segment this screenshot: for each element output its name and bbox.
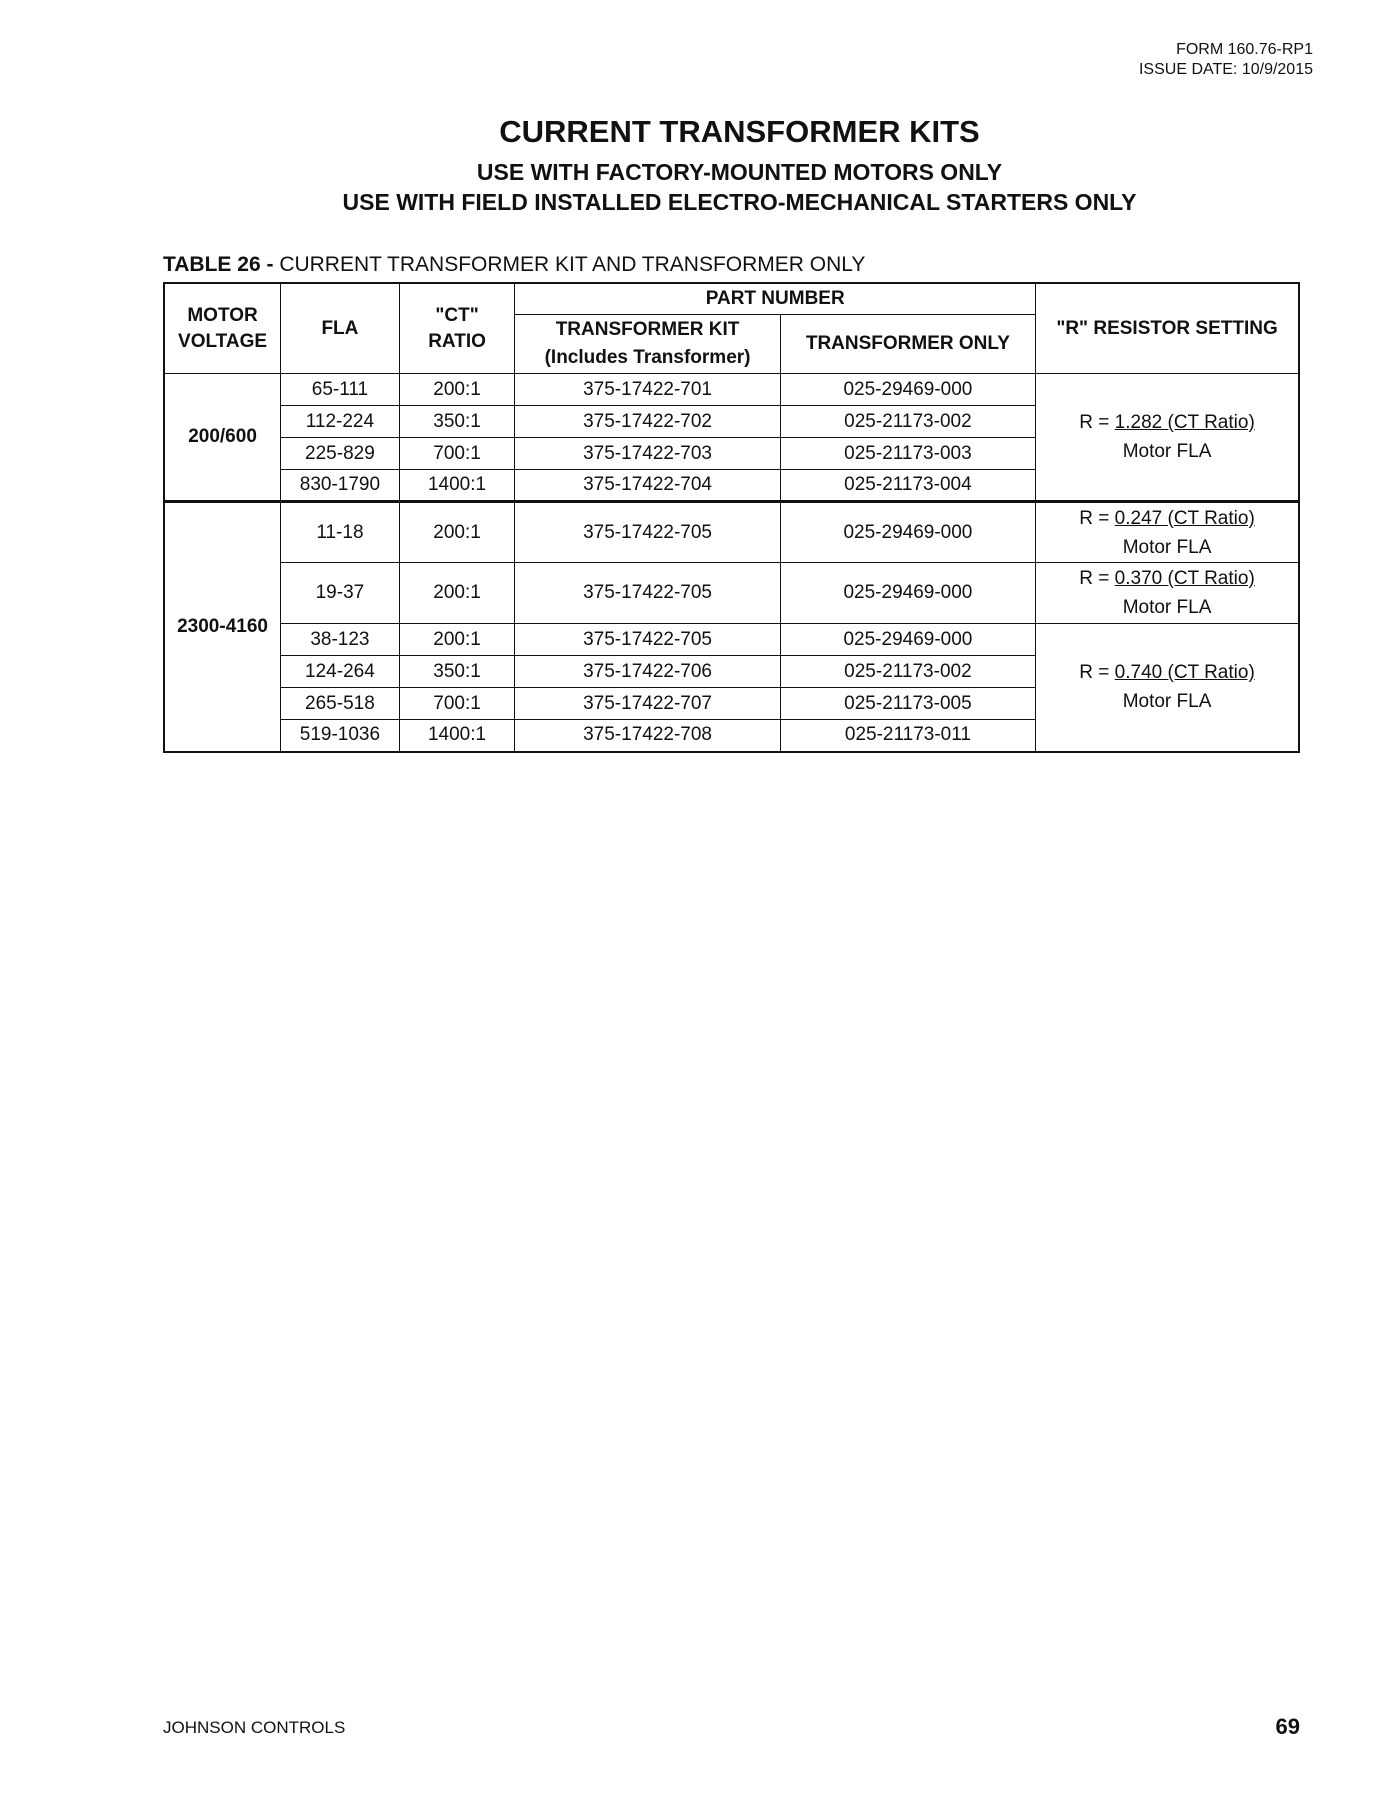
header-kit-label: TRANSFORMER KIT [555,319,740,340]
ratio-cell: 1400:1 [399,720,515,752]
page-title: CURRENT TRANSFORMER KITS [499,114,980,149]
resistor-numerator: 0.740 (CT Ratio) [1114,662,1255,684]
header-motor: MOTOR [187,304,258,326]
table-row [164,624,1299,656]
resistor-denominator: Motor FLA [1122,536,1212,558]
fla-cell: 225-829 [281,438,400,470]
resistor-numerator: 0.247 (CT Ratio) [1114,507,1255,529]
voltage-cell: 2300-4160 [164,502,281,752]
fla-cell: 11-18 [281,502,400,563]
current-transformer-table [163,282,1300,753]
resistor-setting-cell [1036,374,1299,502]
footer-company: JOHNSON CONTROLS [163,1718,346,1737]
issue-date: ISSUE DATE: 10/9/2015 [1138,61,1313,78]
kit-cell: 375-17422-705 [515,502,780,563]
only-cell: 025-29469-000 [780,624,1035,656]
page-subtitle-1: USE WITH FACTORY-MOUNTED MOTORS ONLY [476,159,1003,185]
fla-cell: 19-37 [281,563,400,624]
ratio-cell: 200:1 [399,624,515,656]
header-part-number: PART NUMBER [515,283,1036,315]
page-number: 69 [1275,1714,1300,1739]
kit-cell: 375-17422-707 [515,688,780,720]
kit-cell: 375-17422-706 [515,656,780,688]
only-cell: 025-21173-011 [780,720,1035,752]
header-fla: FLA [281,283,400,374]
ratio-cell: 200:1 [399,374,515,406]
ratio-cell: 700:1 [399,688,515,720]
resistor-prefix: R = [1079,662,1115,684]
table-caption-text: CURRENT TRANSFORMER KIT AND TRANSFORMER ONLY [279,253,866,276]
fla-cell: 265-518 [281,688,400,720]
header-motor-voltage [164,283,281,374]
kit-cell: 375-17422-705 [515,563,780,624]
ratio-cell: 350:1 [399,406,515,438]
resistor-formula [1040,504,1294,533]
page-subtitle-2: USE WITH FIELD INSTALLED ELECTRO-MECHANICAL STARTERS ONLY [342,189,1137,215]
header-ratio: RATIO [428,330,486,352]
kit-cell: 375-17422-708 [515,720,780,752]
only-cell: 025-21173-002 [780,406,1035,438]
resistor-prefix: R = [1079,412,1115,433]
header-ct: "CT" [435,304,479,326]
resistor-setting-cell [1036,502,1299,563]
header-ct-ratio [399,283,515,374]
kit-cell: 375-17422-702 [515,406,780,438]
resistor-denominator: Motor FLA [1122,691,1212,713]
table-row [164,374,1299,406]
header-resistor-setting: "R" RESISTOR SETTING [1036,283,1299,374]
only-cell: 025-21173-005 [780,688,1035,720]
only-cell: 025-29469-000 [780,502,1035,563]
only-cell: 025-21173-002 [780,656,1035,688]
voltage-cell: 200/600 [164,374,281,502]
fla-cell: 112-224 [281,406,400,438]
document-header [1139,40,1313,80]
ratio-cell: 700:1 [399,438,515,470]
ratio-cell: 200:1 [399,563,515,624]
form-number: FORM 160.76-RP1 [1176,41,1313,58]
kit-cell: 375-17422-705 [515,624,780,656]
header-transformer-only: TRANSFORMER ONLY [780,315,1035,374]
kit-cell: 375-17422-703 [515,438,780,470]
fla-cell: 830-1790 [281,470,400,502]
header-transformer-kit [515,315,780,374]
table-row [164,563,1299,624]
resistor-formula [1040,658,1294,687]
ratio-cell: 200:1 [399,502,515,563]
ratio-cell: 1400:1 [399,470,515,502]
resistor-formula [1040,564,1294,593]
header-voltage: VOLTAGE [178,330,268,352]
only-cell: 025-29469-000 [780,563,1035,624]
fla-cell: 124-264 [281,656,400,688]
only-cell: 025-29469-000 [780,374,1035,406]
fla-cell: 519-1036 [281,720,400,752]
resistor-prefix: R = [1079,568,1115,589]
resistor-formula [1040,408,1294,437]
resistor-setting-cell [1036,563,1299,624]
resistor-numerator: 1.282 (CT Ratio) [1114,412,1255,433]
fla-cell: 65-111 [281,374,400,406]
table-caption-label: TABLE 26 - [163,253,274,276]
resistor-setting-cell [1036,624,1299,752]
resistor-denominator: Motor FLA [1122,597,1212,618]
resistor-prefix: R = [1079,507,1115,529]
table-caption [163,252,865,278]
header-kit-note: (Includes Transformer) [544,347,751,368]
fla-cell: 38-123 [281,624,400,656]
only-cell: 025-21173-004 [780,470,1035,502]
kit-cell: 375-17422-701 [515,374,780,406]
kit-cell: 375-17422-704 [515,470,780,502]
table-row [164,502,1299,563]
resistor-numerator: 0.370 (CT Ratio) [1114,568,1255,589]
ratio-cell: 350:1 [399,656,515,688]
only-cell: 025-21173-003 [780,438,1035,470]
resistor-denominator: Motor FLA [1122,441,1212,462]
